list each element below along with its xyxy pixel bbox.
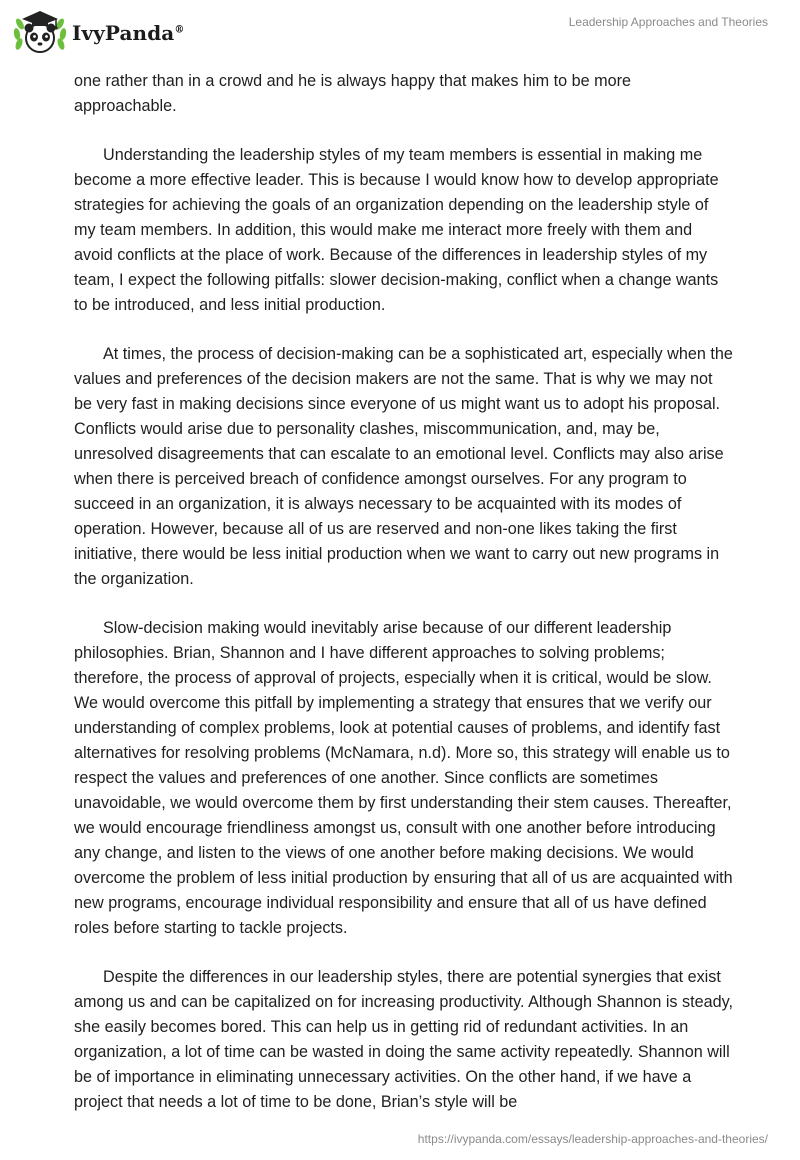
paragraph: Understanding the leadership styles of my team members is essential in making me become a more effective leader. This is because I would know how to develop appropriate strategies for achieving the goals of an organization depending on the leadership style of my team members. In addition, this would make me interact more freely with them and avoid conflicts at the place of work. Because of the differences in leadership styles of my team, I expect the following pitfalls: slower decision-making, conflict when a change wants to be introduced, and less initial production. (74, 146, 719, 314)
paragraph: Slow-decision making would inevitably arise because of our different leadership philosophies. Brian, Shannon and I have different approaches to solving problems; therefore, the process of approval of projects, especially when it is critical, would be slow. We would overcome this pitfall by implementing a strategy that ensures that we verify our understanding of complex problems, look at potential causes of problems, and identify fast alternatives for resolving problems (McNamara, n.d). More so, this strategy will enable us to respect the values and preferences of one another. Since conflicts are sometimes unavoidable, we would overcome them by first understanding their stem causes. Thereafter, we would encourage friendliness amongst us, consult with one another before introducing any change, and listen to the views of one another before making decisions. We would overcome the problem of less initial production by ensuring that all of us are acquainted with new programs, encourage individual responsibility and ensure that all of us have defined roles before starting to tackle projects. (74, 619, 733, 937)
brand-name: IvyPanda® (72, 21, 185, 45)
page-header (0, 0, 800, 66)
paragraph: At times, the process of decision-making can be a sophisticated art, especially when the values and preferences of the decision makers are not the same. That is why we may not be very fast in making decisions since everyone of us might want us to adopt his proposal. Conflicts would arise due to personality clashes, miscommunication, and, may be, unresolved disagreements that can escalate to an emotional level. Conflicts may also arise when there is perceived breach of confidence amongst ourselves. For any program to succeed in an organization, it is always necessary to be acquainted with its modes of operation. However, because all of us are reserved and non-one likes taking the first initiative, there would be less initial production when we want to carry out new programs in the organization. (74, 345, 733, 588)
registered-mark: ® (174, 24, 185, 36)
panda-graduate-icon (12, 8, 68, 58)
source-url[interactable]: https://ivypanda.com/essays/leadership-approaches-and-theories/ (417, 1132, 768, 1146)
brand-logo[interactable] (12, 8, 184, 58)
essay-body (74, 69, 734, 1139)
paragraph-continued: one rather than in a crowd and he is always happy that makes him to be more approachable. (74, 72, 631, 115)
document-title: Leadership Approaches and Theories (568, 15, 768, 29)
paragraph: Despite the differences in our leadership styles, there are potential synergies that exist among us and can be capitalized on for increasing productivity. Although Shannon is steady, she easily becomes bored. This can help us in getting rid of redundant activities. In an organization, a lot of time can be wasted in doing the same activity repeatedly. Shannon will be of importance in eliminating unnecessary activities. On the other hand, if we have a project that needs a lot of time to be done, Brian’s style will be (74, 968, 734, 1111)
